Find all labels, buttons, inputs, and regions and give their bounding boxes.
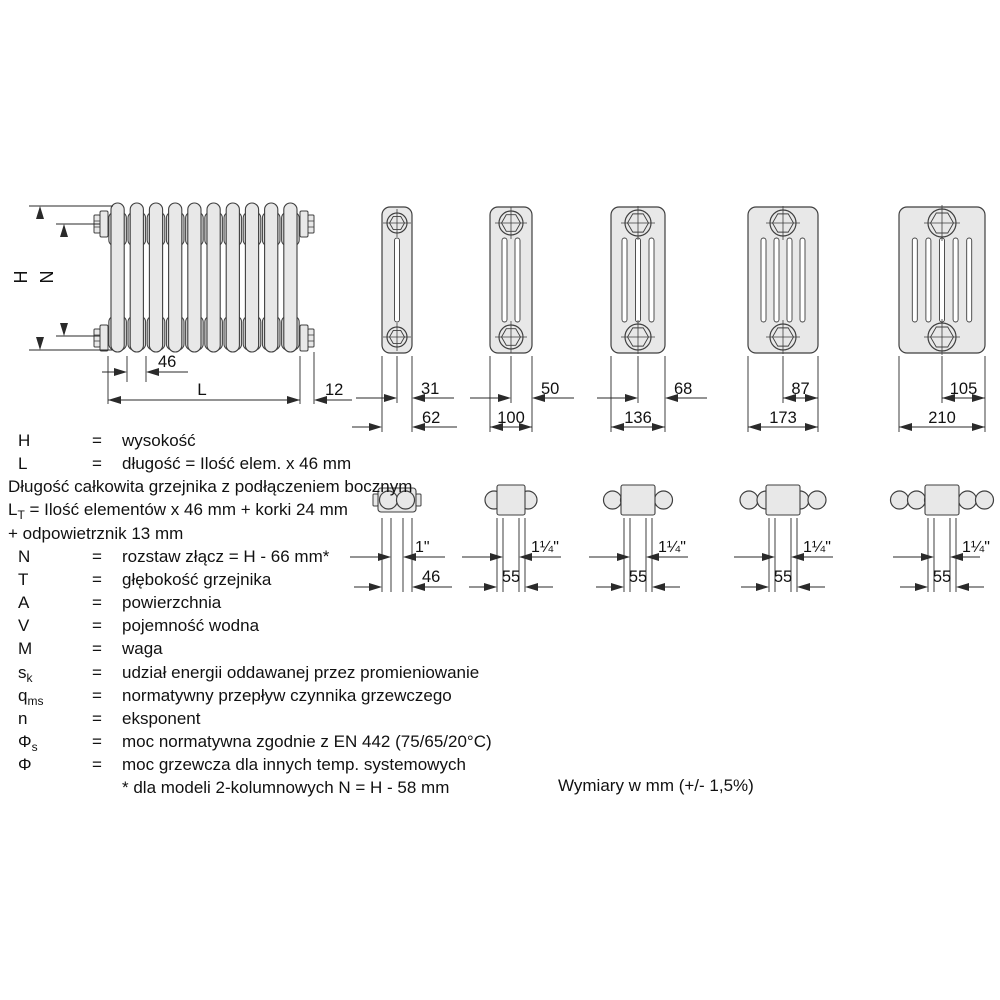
legend-symbol-group: [18, 685, 43, 708]
legend-symbol-group: [18, 569, 28, 591]
legend-row-6: [0, 569, 565, 592]
dim-top-pitch: 55: [628, 568, 648, 586]
legend-text: * dla modeli 2-kolumnowych N = H - 58 mm: [122, 778, 450, 797]
legend-symbol-subscript: s: [31, 740, 38, 754]
dim-port-size: 1": [415, 539, 430, 556]
dim-port-size: 1¼": [962, 539, 990, 556]
legend-equals: =: [92, 616, 102, 635]
legend-text: + odpowietrznik 13 mm: [8, 524, 184, 543]
dim-full-width: 62: [422, 409, 441, 427]
dim-port-size: 1¼": [531, 539, 559, 556]
legend-row-2: [0, 476, 565, 499]
legend-symbol-group: [18, 430, 30, 452]
legend-symbol: q: [18, 686, 28, 705]
front-view-radiator: [109, 203, 299, 352]
legend-row-8: [0, 615, 565, 638]
dim-port-size: 1¼": [658, 539, 686, 556]
units-note: Wymiary w mm (+/- 1,5%): [558, 776, 754, 795]
connection-stubs: [94, 211, 314, 351]
section-dimensions-6-column: [899, 356, 985, 432]
legend-description: rozstaw złącz = H - 66 mm*: [122, 547, 330, 566]
legend-symbol: N: [18, 547, 31, 566]
legend-description: waga: [122, 639, 163, 658]
legend-description: = Ilość elementów x 46 mm + korki 24 mm: [24, 500, 348, 519]
legend-symbol-group: [18, 638, 32, 660]
section-view-2-column: [382, 207, 412, 353]
legend-symbol-group: [18, 708, 27, 730]
top-view-dimensions-5-column: [734, 518, 833, 592]
legend-symbol-group: [8, 499, 348, 522]
legend-symbol: H: [18, 431, 31, 450]
section-view-6-column: [899, 205, 985, 355]
legend-equals: =: [92, 570, 102, 589]
legend-symbol-subscript: k: [26, 671, 33, 685]
legend-symbol: n: [18, 709, 28, 728]
legend-row-3: [0, 499, 565, 522]
legend-equals: =: [92, 639, 102, 658]
legend-symbol-group: [18, 731, 38, 754]
section-dimensions-5-column: [748, 356, 818, 432]
section-dimensions-4-column: [597, 356, 707, 432]
legend-description: moc grzewcza dla innych temp. systemowych: [122, 755, 466, 774]
legend-symbol: L: [8, 500, 18, 519]
legend-equals: =: [92, 686, 102, 705]
legend-row-11: [0, 685, 565, 708]
legend-symbol-group: [18, 662, 33, 685]
legend-description: powierzchnia: [122, 593, 222, 612]
legend-symbol: L: [18, 454, 28, 473]
legend-symbol: V: [18, 616, 30, 635]
legend-row-15: [0, 777, 565, 800]
dim-top-pitch: 55: [501, 568, 521, 586]
legend-equals: =: [92, 431, 102, 450]
legend-symbol-group: [18, 453, 27, 475]
legend-row-5: [0, 546, 565, 569]
dim-half-width: 87: [791, 380, 810, 398]
section-dimensions-3-column: [470, 356, 574, 432]
legend-description: udział energii oddawanej przez promieniowanie: [122, 663, 480, 682]
joint-spacing-label-N: N: [37, 270, 57, 284]
dim-length-L: L: [197, 380, 207, 399]
legend-description: normatywny przepływ czynnika grzewczego: [122, 686, 452, 705]
top-view-6-column: [891, 485, 994, 515]
dim-full-width: 100: [497, 409, 525, 427]
section-view-5-column: [748, 206, 818, 354]
legend-equals: =: [92, 709, 102, 728]
legend-description: długość = Ilość elem. x 46 mm: [122, 454, 352, 473]
legend-equals: =: [92, 663, 102, 682]
top-view-dimensions-6-column: [893, 518, 990, 592]
legend-description: głębokość grzejnika: [122, 570, 272, 589]
legend-description: moc normatywna zgodnie z EN 442 (75/65/20°C): [122, 732, 492, 751]
legend-equals: =: [92, 454, 102, 473]
top-view-dimensions-4-column: [589, 518, 688, 592]
section-dimensions-2-column: [352, 356, 457, 432]
dim-full-width: 136: [624, 409, 652, 427]
dim-half-width: 105: [949, 380, 978, 398]
legend-row-10: [0, 662, 565, 685]
legend-row-0: [0, 430, 565, 453]
dim-top-pitch: 55: [932, 568, 952, 586]
legend-description: wysokość: [122, 431, 196, 450]
legend-row-9: [0, 638, 565, 661]
height-label-H: H: [11, 270, 31, 284]
legend-description: eksponent: [122, 709, 201, 728]
top-view-5-column: [740, 485, 826, 515]
dim-top-pitch: 55: [773, 568, 793, 586]
legend-row-13: [0, 731, 565, 754]
legend-equals: =: [92, 732, 102, 751]
legend-symbol-group: [18, 592, 29, 614]
dim-side-extension: 12: [325, 381, 344, 399]
legend-symbol: A: [18, 593, 30, 612]
legend-description: pojemność wodna: [122, 616, 260, 635]
dim-port-size: 1¼": [803, 539, 831, 556]
legend-equals: =: [92, 593, 102, 612]
legend-text: Długość całkowita grzejnika z podłączeniem bocznym: [8, 477, 413, 496]
legend-equals: =: [92, 547, 102, 566]
dim-top-pitch: 46: [422, 568, 441, 586]
legend-row-14: [0, 754, 565, 777]
legend-row-7: [0, 592, 565, 615]
dim-full-width: 210: [928, 409, 956, 427]
legend-row-1: [0, 453, 565, 476]
dim-half-width: 68: [674, 380, 693, 398]
front-view-dimensions: [102, 352, 352, 404]
legend-row-4: [0, 523, 565, 546]
legend-symbol-group: [18, 546, 30, 568]
legend-symbol: T: [18, 570, 29, 589]
section-view-3-column: [490, 207, 532, 353]
dim-half-width: 50: [541, 380, 560, 398]
legend-symbol: M: [18, 639, 33, 658]
legend-row-12: [0, 708, 565, 731]
legend-equals: =: [92, 755, 102, 774]
dim-half-width: 31: [421, 380, 440, 398]
legend-symbol: Φ: [18, 755, 32, 774]
legend-symbol: s: [18, 663, 27, 682]
legend-symbol: Φ: [18, 732, 32, 751]
legend-symbol-subscript: T: [17, 508, 25, 522]
legend-symbol-subscript: ms: [27, 694, 44, 708]
legend-symbol-group: [18, 615, 29, 637]
top-view-4-column: [604, 485, 673, 515]
section-view-4-column: [611, 206, 665, 354]
legend: [0, 430, 565, 805]
legend-symbol-group: [18, 754, 32, 776]
dim-full-width: 173: [769, 409, 797, 427]
dim-element-pitch: 46: [158, 353, 177, 371]
